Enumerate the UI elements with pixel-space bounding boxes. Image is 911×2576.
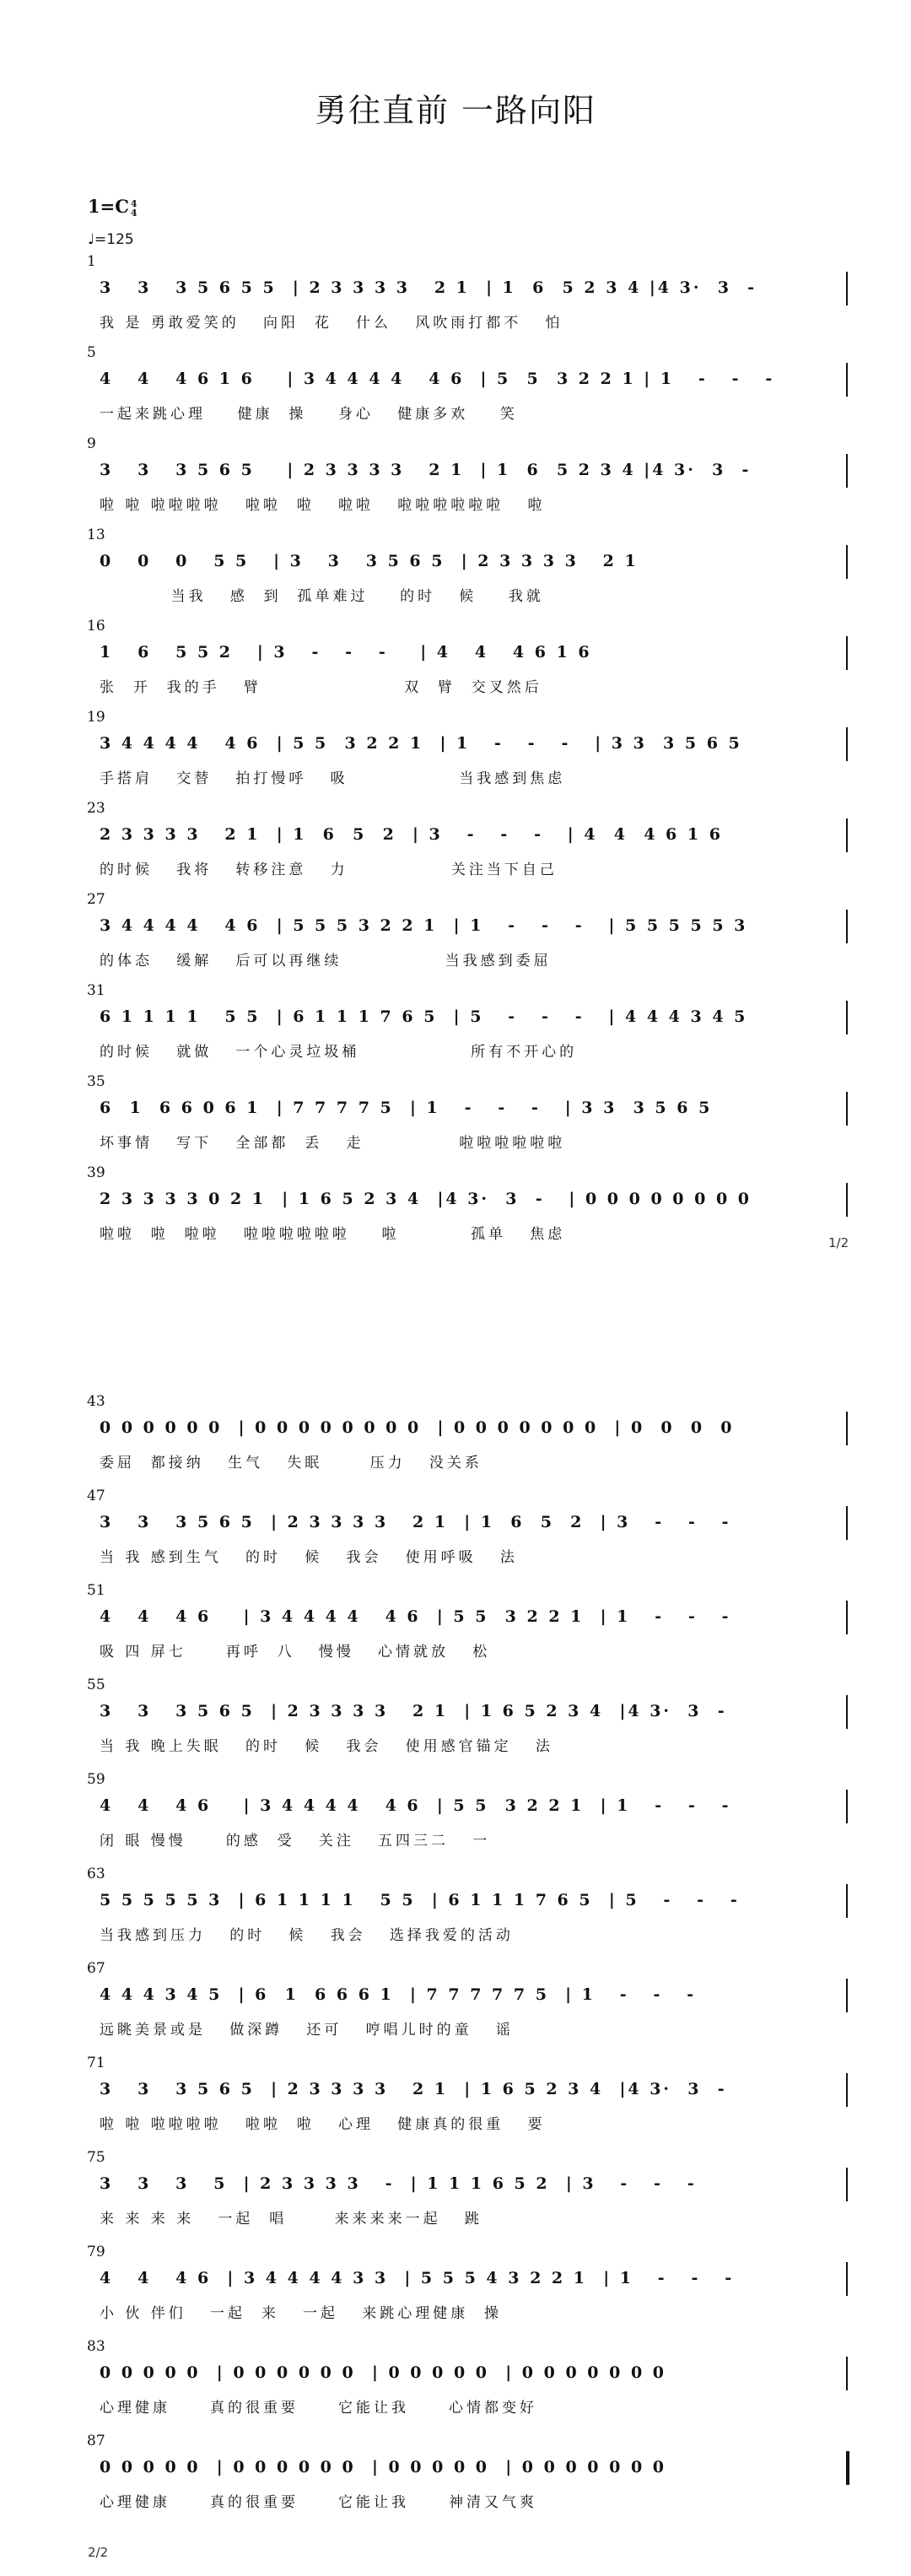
lyrics-line: 的时候 我将 转移注意 力 关注当下自己 <box>100 861 558 878</box>
barline-group <box>93 1412 856 1445</box>
barline-group <box>93 545 856 579</box>
bar-number: 16 <box>87 618 105 635</box>
lyrics-line: 闭 眼 慢慢 的感 受 关注 五四三二 一 <box>100 1833 491 1850</box>
lyrics-line: 当我 感 到 孤单难过 的时 候 我就 <box>100 588 544 605</box>
lyrics-line: 手搭肩 交替 拍打慢呼 吸 当我感到焦虑 <box>100 770 566 787</box>
notation-line: 4 4 4 3 4 5 | 6 1 6 6 6 1 | 7 7 7 7 7 5 | 1 - - - <box>100 1985 697 2004</box>
lyrics-line: 当 我 感到生气 的时 候 我会 使用呼吸 法 <box>100 1549 518 1566</box>
lyrics-line: 来 来 来 来 一起 唱 来来来来一起 跳 <box>100 2211 482 2228</box>
notation-line: 4 4 4 6 1 6 | 3 4 4 4 4 4 6 | 5 5 3 2 2 1 | 1 - - - <box>100 370 775 388</box>
bar-number: 9 <box>87 435 96 452</box>
score-system <box>0 891 911 975</box>
song-title: 勇往直前 一路向阳 <box>314 92 597 129</box>
notation-line: 4 4 4 6 | 3 4 4 4 4 4 6 | 5 5 3 2 2 1 | 1 - - - <box>100 1607 731 1626</box>
barline-group <box>93 454 856 488</box>
bar-number: 43 <box>87 1393 105 1410</box>
lyrics-line: 坏事情 写下 全部都 丢 走 啦啦啦啦啦啦 <box>100 1135 566 1152</box>
bar-number: 39 <box>87 1164 105 1181</box>
barline-group <box>93 636 856 670</box>
barline <box>846 818 848 852</box>
notation-line: 0 0 0 5 5 | 3 3 3 5 6 5 | 2 3 3 3 3 2 1 <box>100 552 639 570</box>
notation-line: 0 0 0 0 0 0 | 0 0 0 0 0 0 0 0 | 0 0 0 0 0 0 0 | 0 0 0 0 <box>100 1418 735 1437</box>
lyrics-line: 的时候 就做 一个心灵垃圾桶 所有不开心的 <box>100 1044 578 1061</box>
time-num: 4 <box>130 197 137 209</box>
lyrics-line: 小 伙 伴们 一起 来 一起 来跳心理健康 操 <box>100 2305 503 2322</box>
barline <box>846 1506 848 1540</box>
score-page-1 <box>0 0 911 1266</box>
score-system <box>0 2055 911 2139</box>
barline-group <box>93 2262 856 2296</box>
barline <box>846 272 848 305</box>
notation-line: 4 4 4 6 | 3 4 4 4 4 3 3 | 5 5 5 4 3 2 2 1 | 1 - - - <box>100 2269 735 2287</box>
score-system <box>0 982 911 1067</box>
barline <box>846 2073 848 2107</box>
score-system <box>0 1866 911 1950</box>
score-system <box>0 800 911 884</box>
barline-group <box>93 1884 856 1918</box>
notation-line: 1 6 5 5 2 | 3 - - - | 4 4 4 6 1 6 <box>100 643 592 662</box>
notation-line: 5 5 5 5 5 3 | 6 1 1 1 1 5 5 | 6 1 1 1 7 6 5 | 5 - - - <box>100 1891 740 1909</box>
score-system <box>0 709 911 793</box>
barline-group <box>93 1790 856 1823</box>
lyrics-line: 啦 啦 啦啦啦啦 啦啦 啦 心理 健康真的很重 要 <box>100 2116 546 2133</box>
bar-number: 59 <box>87 1771 105 1788</box>
lyrics-line: 我 是 勇敢爱笑的 向阳 花 什么 风吹雨打都不 怕 <box>100 315 563 332</box>
notation-line: 6 1 1 1 1 5 5 | 6 1 1 1 7 6 5 | 5 - - - | 4 4 4 3 4 5 <box>100 1007 748 1026</box>
key-do: 1=C <box>88 196 129 217</box>
score-system <box>0 1488 911 1572</box>
barline-group <box>93 818 856 852</box>
barline <box>846 636 848 670</box>
barline <box>846 1979 848 2012</box>
barline-group <box>93 910 856 943</box>
notation-line: 3 3 3 5 6 5 | 2 3 3 3 3 2 1 | 1 6 5 2 3 4 |4 3· 3 - <box>100 1702 727 1720</box>
score-system <box>0 1960 911 2044</box>
lyrics-line: 心理健康 真的很重要 它能让我 神清又气爽 <box>100 2494 538 2511</box>
notation-line: 6 1 6 6 0 6 1 | 7 7 7 7 5 | 1 - - - | 3 3 3 5 6 5 <box>100 1099 713 1117</box>
notation-line: 0 0 0 0 0 | 0 0 0 0 0 0 | 0 0 0 0 0 | 0 0 0 0 0 0 0 <box>100 2363 667 2382</box>
notation-line: 3 4 4 4 4 4 6 | 5 5 3 2 2 1 | 1 - - - | 3 3 3 5 6 5 <box>100 734 742 753</box>
lyrics-line: 张 开 我的手 臂 双 臂 交叉然后 <box>100 679 542 696</box>
bar-number: 83 <box>87 2338 105 2355</box>
notation-line: 4 4 4 6 | 3 4 4 4 4 4 6 | 5 5 3 2 2 1 | 1 - - - <box>100 1796 731 1815</box>
bar-number: 19 <box>87 709 105 726</box>
final-barline <box>846 2451 849 2485</box>
bar-number: 23 <box>87 800 105 817</box>
barline-group <box>93 1979 856 2012</box>
barline <box>846 1092 848 1126</box>
barline <box>846 1884 848 1918</box>
notation-line: 3 4 4 4 4 4 6 | 5 5 5 3 2 2 1 | 1 - - - | 5 5 5 5 5 3 <box>100 916 748 935</box>
barline-group <box>93 1001 856 1034</box>
bar-number: 75 <box>87 2149 105 2166</box>
barline-group <box>93 363 856 397</box>
bar-number: 67 <box>87 1960 105 1977</box>
score-system <box>0 435 911 520</box>
score-system <box>0 253 911 338</box>
score-system <box>0 1582 911 1666</box>
time-signature <box>131 199 137 218</box>
bar-number: 5 <box>87 344 96 361</box>
lyrics-line: 当 我 晚上失眠 的时 候 我会 使用感官锚定 法 <box>100 1738 553 1755</box>
lyrics-line: 啦啦 啦 啦啦 啦啦啦啦啦啦 啦 孤单 焦虑 <box>100 1226 566 1243</box>
notation-line: 2 3 3 3 3 2 1 | 1 6 5 2 | 3 - - - | 4 4 4 6 1 6 <box>100 825 723 844</box>
lyrics-line: 一起来跳心理 健康 操 身心 健康多欢 笑 <box>100 406 518 423</box>
barline-group <box>93 272 856 305</box>
barline-group <box>93 1092 856 1126</box>
barline <box>846 1001 848 1034</box>
score-system <box>0 1073 911 1158</box>
lyrics-line: 委屈 都接纳 生气 失眠 压力 没关系 <box>100 1455 482 1472</box>
barline <box>846 545 848 579</box>
notation-line: 0 0 0 0 0 | 0 0 0 0 0 0 | 0 0 0 0 0 | 0 0 0 0 0 0 0 <box>100 2458 667 2476</box>
barline <box>846 1790 848 1823</box>
tempo-marking: ♩=125 <box>88 231 134 248</box>
barline <box>846 363 848 397</box>
notation-line: 2 3 3 3 3 0 2 1 | 1 6 5 2 3 4 |4 3· 3 - | 0 0 0 0 0 0 0 0 <box>100 1190 752 1208</box>
barline <box>846 1695 848 1729</box>
score-system <box>0 2149 911 2233</box>
score-system <box>0 618 911 702</box>
notation-line: 3 3 3 5 6 5 | 2 3 3 3 3 2 1 | 1 6 5 2 3 4 |4 3· 3 - <box>100 2080 727 2098</box>
bar-number: 51 <box>87 1582 105 1599</box>
bar-number: 87 <box>87 2433 105 2449</box>
score-system <box>0 1677 911 1761</box>
barline-group <box>93 1695 856 1729</box>
barline <box>846 1183 848 1217</box>
page-number: 1/2 <box>828 1235 849 1250</box>
notation-line: 3 3 3 5 6 5 | 2 3 3 3 3 2 1 | 1 6 5 2 | 3 - - - <box>100 1513 731 1531</box>
barline <box>846 454 848 488</box>
lyrics-line: 心理健康 真的很重要 它能让我 心情都变好 <box>100 2400 538 2417</box>
bar-number: 27 <box>87 891 105 908</box>
score-system <box>0 2338 911 2422</box>
page-number: 2/2 <box>88 2545 109 2560</box>
barline <box>846 910 848 943</box>
barline <box>846 2168 848 2201</box>
bar-number: 55 <box>87 1677 105 1693</box>
lyrics-line: 远眺美景或是 做深蹲 还可 哼唱儿时的童 谣 <box>100 2022 514 2039</box>
barline-group <box>93 2168 856 2201</box>
score-system <box>0 2433 911 2517</box>
barline-group <box>93 1506 856 1540</box>
time-den: 4 <box>130 207 137 219</box>
key-signature <box>88 196 137 218</box>
notation-line: 3 3 3 5 6 5 5 | 2 3 3 3 3 2 1 | 1 6 5 2 3 4 |4 3· 3 - <box>100 278 757 297</box>
score-system <box>0 1771 911 1855</box>
barline <box>846 2262 848 2296</box>
bar-number: 35 <box>87 1073 105 1090</box>
bar-number: 79 <box>87 2244 105 2260</box>
score-system <box>0 2244 911 2328</box>
score-page-2 <box>0 1288 911 2576</box>
bar-number: 1 <box>87 253 96 270</box>
score-system <box>0 1164 911 1249</box>
barline-group <box>93 2073 856 2107</box>
bar-number: 13 <box>87 527 105 543</box>
notation-line: 3 3 3 5 6 5 | 2 3 3 3 3 2 1 | 1 6 5 2 3 4 |4 3· 3 - <box>100 461 752 479</box>
lyrics-line: 吸 四 屏七 再呼 八 慢慢 心情就放 松 <box>100 1644 491 1661</box>
bar-number: 71 <box>87 2055 105 2071</box>
barline-group <box>93 727 856 761</box>
notation-line: 3 3 3 5 | 2 3 3 3 3 - | 1 1 1 6 5 2 | 3 - - - <box>100 2174 697 2193</box>
lyrics-line: 啦 啦 啦啦啦啦 啦啦 啦 啦啦 啦啦啦啦啦啦 啦 <box>100 497 546 514</box>
barline <box>846 727 848 761</box>
barline <box>846 2357 848 2390</box>
score-system <box>0 527 911 611</box>
score-system <box>0 344 911 429</box>
barline <box>846 1412 848 1445</box>
barline-group <box>93 1183 856 1217</box>
bar-number: 47 <box>87 1488 105 1504</box>
score-system <box>0 1393 911 1477</box>
barline-group <box>93 2357 856 2390</box>
barline-group <box>93 1601 856 1634</box>
barline <box>846 1601 848 1634</box>
bar-number: 31 <box>87 982 105 999</box>
lyrics-line: 当我感到压力 的时 候 我会 选择我爱的活动 <box>100 1927 514 1944</box>
lyrics-line: 的体态 缓解 后可以再继续 当我感到委屈 <box>100 953 552 969</box>
barline-group <box>93 2451 856 2485</box>
bar-number: 63 <box>87 1866 105 1882</box>
